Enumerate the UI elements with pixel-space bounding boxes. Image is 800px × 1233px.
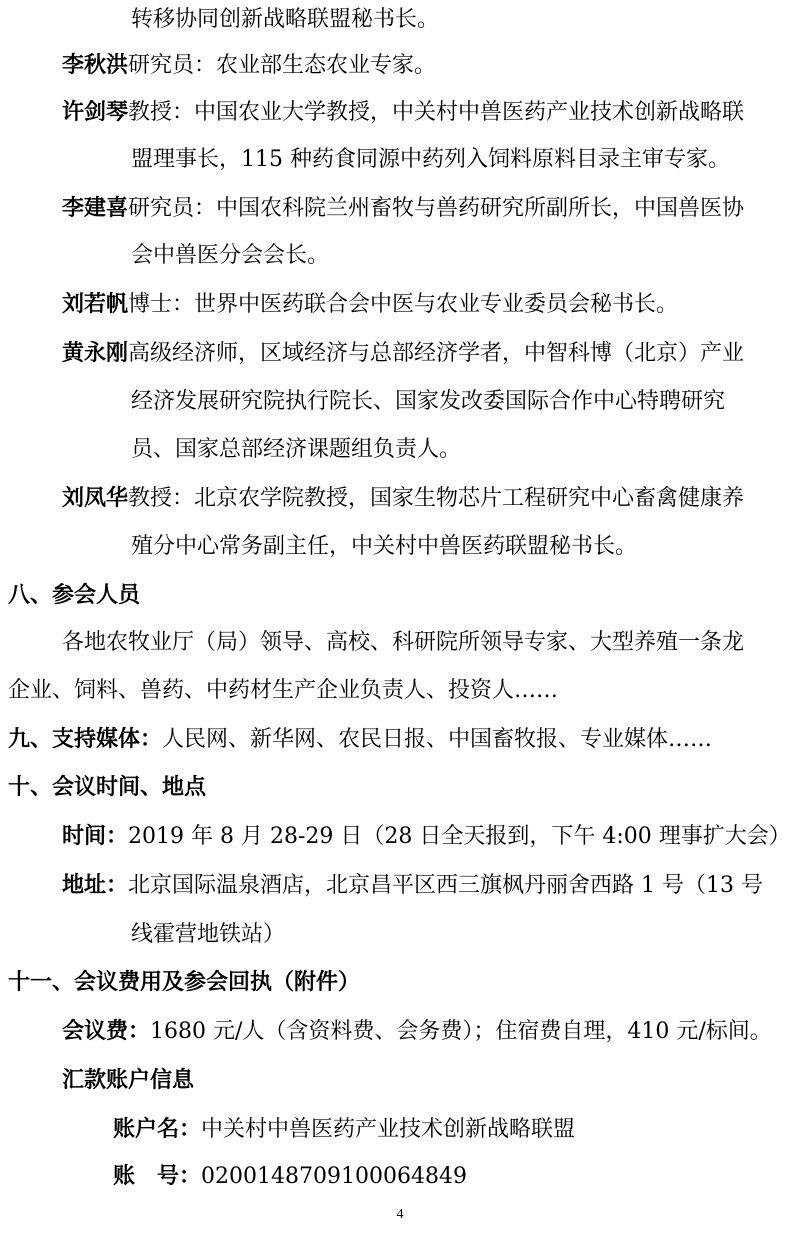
section-heading-media: 九、支持媒体： xyxy=(8,727,163,752)
expert-name: 黄永刚 xyxy=(62,341,129,366)
time-value: 2019 年 8 月 28-29 日（28 日全天报到，下午 4:00 理事扩大会） xyxy=(128,824,791,849)
expert-entry xyxy=(62,484,744,514)
expert-description-continued: 盟理事长，115 种药食同源中药列入饲料原料目录主审专家。 xyxy=(131,147,730,172)
expert-description: 教授：北京农学院教授，国家生物芯片工程研究中心畜禽健康养 xyxy=(128,486,745,511)
expert-description: 高级经济师，区域经济与总部经济学者，中智科博（北京）产业 xyxy=(128,341,745,366)
meeting-fee xyxy=(62,1017,772,1047)
expert-name: 李秋洪 xyxy=(62,53,129,78)
meeting-time xyxy=(62,822,791,852)
expert-name: 刘若帆 xyxy=(62,292,129,317)
expert-entry xyxy=(62,290,678,320)
page-number: 4 xyxy=(396,1207,404,1222)
address-value-continued: 线霍营地铁站） xyxy=(131,922,286,947)
expert-entry xyxy=(62,51,436,81)
section-heading-time-place: 十、会议时间、地点 xyxy=(8,775,207,800)
expert-description-continued: 会中兽医分会会长。 xyxy=(131,243,330,268)
expert-description: 博士：世界中医药联合会中医与农业专业委员会秘书长。 xyxy=(128,292,679,317)
expert-description-continued: 殖分中心常务副主任，中关村中兽医药联盟秘书长。 xyxy=(131,534,638,559)
meeting-address xyxy=(62,871,763,901)
participants-text-continued: 企业、饲料、兽药、中药材生产企业负责人、投资人…… xyxy=(8,678,559,703)
section-heading-participants: 八、参会人员 xyxy=(8,583,141,608)
section-media xyxy=(8,725,712,755)
expert-description: 研究员：农业部生态农业专家。 xyxy=(128,53,437,78)
expert-description: 教授：中国农业大学教授，中关村中兽医药产业技术创新战略联 xyxy=(128,100,745,125)
media-list: 人民网、新华网、农民日报、中国畜牧报、专业媒体…… xyxy=(162,727,713,752)
fee-value: 1680 元/人（含资料费、会务费）；住宿费自理，410 元/标间。 xyxy=(150,1019,772,1044)
expert-description: 研究员：中国农科院兰州畜牧与兽药研究所副所长，中国兽医协 xyxy=(128,196,745,221)
address-value: 北京国际温泉酒店，北京昌平区西三旗枫丹丽舍西路 1 号（13 号 xyxy=(128,873,763,898)
account-name xyxy=(113,1115,575,1145)
participants-text: 各地农牧业厅（局）领导、高校、科研院所领导专家、大型养殖一条龙 xyxy=(62,630,745,655)
address-label: 地址： xyxy=(62,873,129,898)
expert-description-continued: 经济发展研究院执行院长、国家发改委国际合作中心特聘研究 xyxy=(131,389,726,414)
account-number-value: 0200148709100064849 xyxy=(201,1164,467,1189)
expert-continuation: 转移协同创新战略联盟秘书长。 xyxy=(131,7,440,32)
expert-name: 李建喜 xyxy=(62,196,129,221)
account-name-label: 账户名： xyxy=(113,1117,202,1142)
section-heading-fees: 十一、会议费用及参会回执（附件） xyxy=(8,970,361,995)
time-label: 时间： xyxy=(62,824,129,849)
expert-description-continued: 员、国家总部经济课题组负责人。 xyxy=(131,437,462,462)
account-info-heading: 汇款账户信息 xyxy=(62,1068,195,1093)
account-number xyxy=(113,1162,467,1192)
account-name-value: 中关村中兽医药产业技术创新战略联盟 xyxy=(201,1117,576,1142)
expert-name: 刘凤华 xyxy=(62,486,129,511)
fee-label: 会议费： xyxy=(62,1019,151,1044)
expert-name: 许剑琴 xyxy=(62,100,129,125)
account-number-label: 账 号： xyxy=(113,1164,202,1189)
expert-entry xyxy=(62,98,744,128)
expert-entry xyxy=(62,194,744,224)
expert-entry xyxy=(62,339,744,369)
